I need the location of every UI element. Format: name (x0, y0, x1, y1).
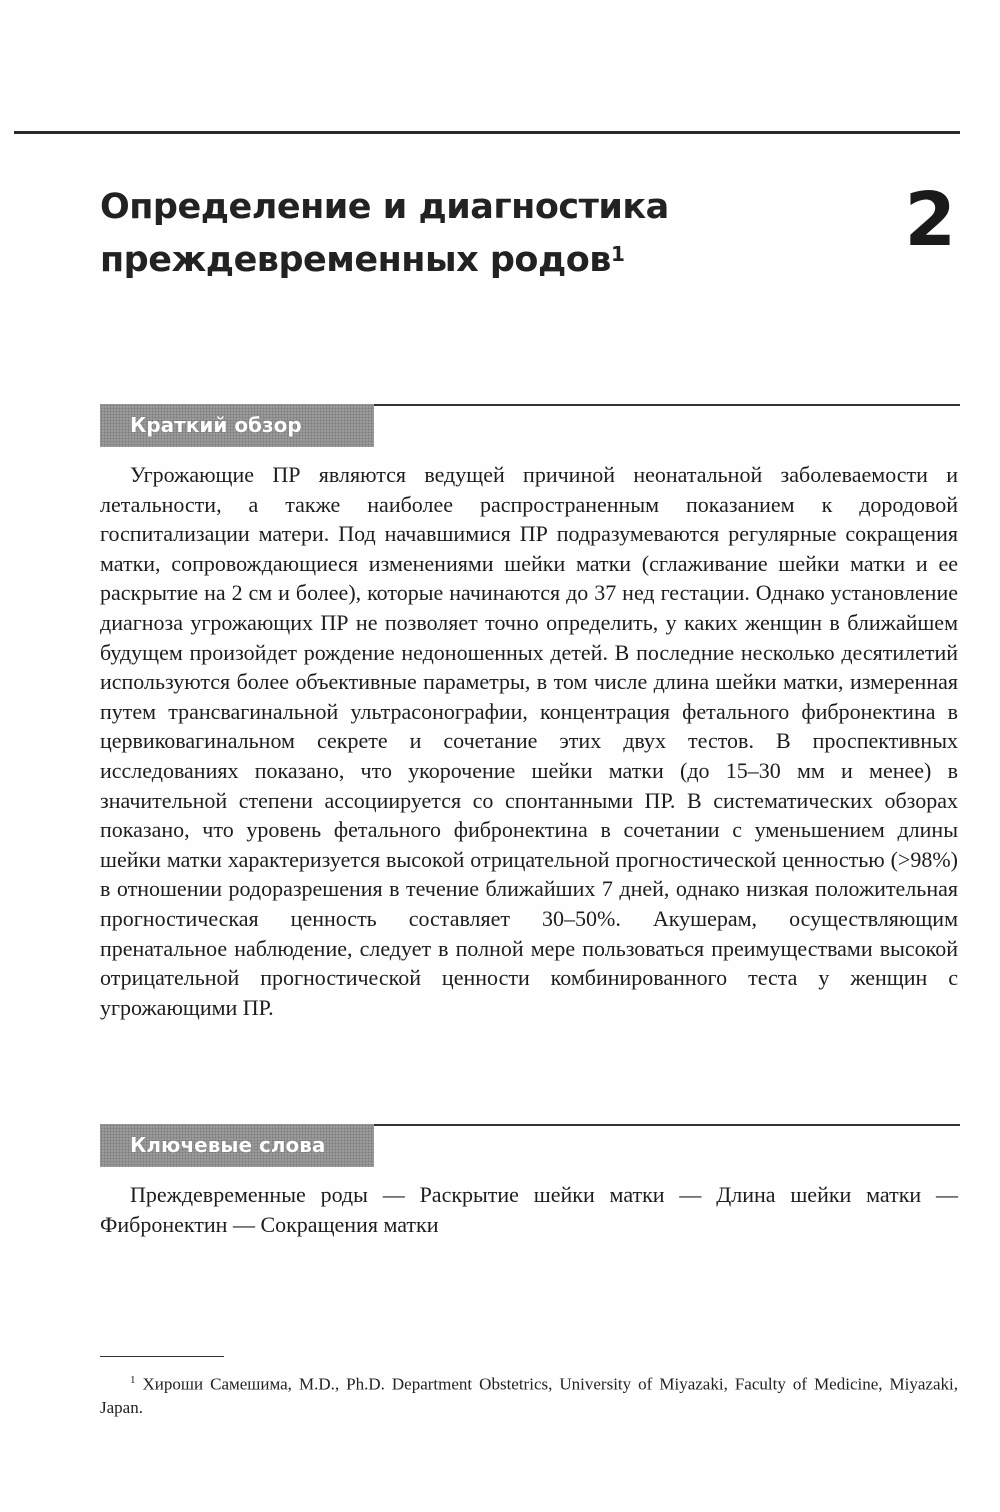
top-rule (14, 131, 960, 134)
summary-body (100, 460, 958, 1022)
chapter-number: 2 (904, 177, 956, 263)
chapter-title-line2-text: преждевременных родов (100, 240, 611, 280)
footnote-rule (100, 1356, 224, 1357)
keywords-paragraph: Преждевременные роды — Раскрытие шейки матки — Длина шейки матки — Фибронектин — Сокращения матки (100, 1182, 958, 1237)
summary-paragraph: Угрожающие ПР являются ведущей причиной неонатальной заболеваемости и летальности, а также наиболее распространенным показанием к дородовой госпитализации матери. Под начавшимися ПР подразумеваются регулярные сокращения матки, сопровождающиеся изменениями шейки матки (сглаживание шейки матки и ее раскрытие на 2 см и более), которые начинаются до 37 нед гестации. Однако установление диагноза угрожающих ПР не позволяет точно определить, у каких женщин в ближайшем будущем произойдет рождение недоношенных детей. В последние несколько десятилетий используются более объективные параметры, в том числе длина шейки матки, измеренная путем трансвагинальной ультрасонографии, концентрация фетального фибронектина в цервиковагинальном секрете и сочетание этих двух тестов. В проспективных исследованиях показано, что укорочение шейки матки (до 15–30 мм и менее) в значительной степени ассоциируется со спонтанными ПР. В систематических обзорах показано, что уровень фетального фибронектина в сочетании с уменьшением длины шейки матки характеризуется высокой отрицательной прогностической ценностью (>98%) в отношении родоразрешения в течение ближайших 7 дней, однако низкая положительная прогностическая ценность составляет 30–50%. Акушерам, осуществляющим пренатальное наблюдение, следует в полной мере пользоваться преимуществами высокой отрицательной прогностической ценности комбинированного теста у женщин с угрожающими ПР. (100, 462, 958, 1020)
keywords-heading: Ключевые слова (100, 1124, 374, 1167)
summary-heading: Краткий обзор (100, 404, 374, 447)
chapter-title (100, 181, 820, 287)
chapter-title-line1: Определение и диагностика (100, 187, 669, 227)
chapter-title-footnote-mark: 1 (610, 242, 625, 266)
footnote-mark: 1 (130, 1374, 136, 1386)
keywords-body (100, 1180, 958, 1239)
footnote (100, 1369, 958, 1419)
chapter-title-line2 (100, 234, 820, 287)
footnote-text: Хироши Самешима, M.D., Ph.D. Department Obstetrics, University of Miyazaki, Faculty of Medicine, Miyazaki, Japan. (100, 1374, 958, 1417)
